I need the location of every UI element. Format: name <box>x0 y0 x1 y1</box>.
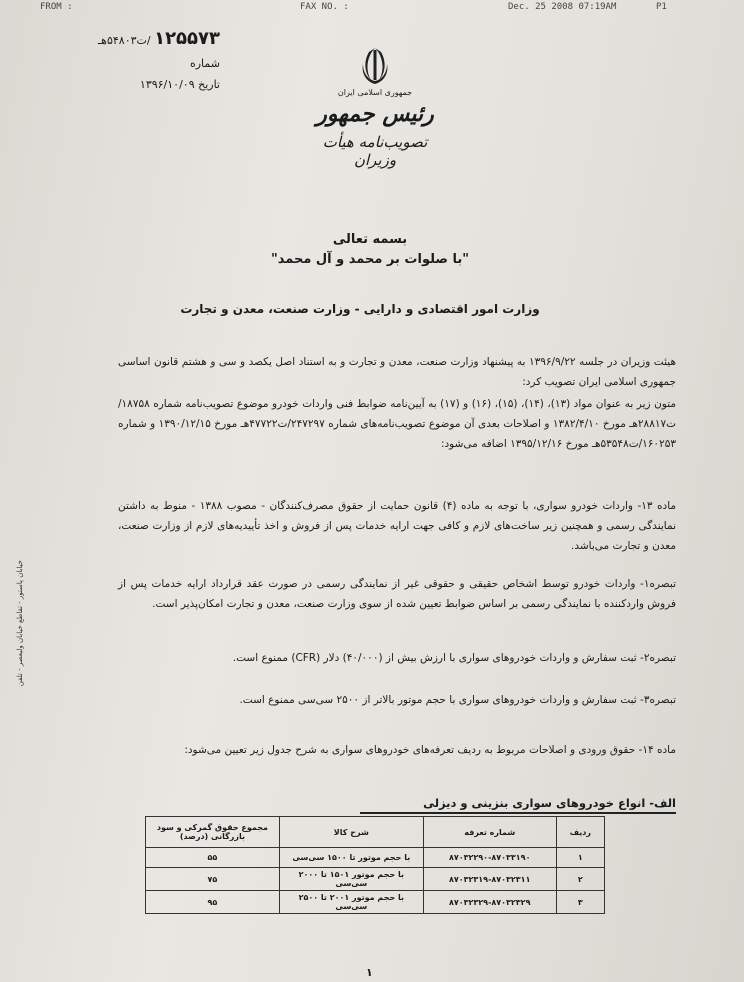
tariff-table <box>145 816 605 914</box>
row-tariff-code: ۸۷۰۳۲۳۱۹-۸۷۰۳۲۳۱۱ <box>423 868 556 891</box>
table-header-row <box>146 817 605 848</box>
letter-number: ۱۲۵۵۷۳ <box>154 28 220 49</box>
margin-note: خیابان پاستور - تقاطع خیابان ولیعصر - تلفن <box>16 560 24 687</box>
letter-date: ۱۳۹۶/۱۰/۰۹ <box>139 78 195 91</box>
letterhead <box>300 44 450 169</box>
iran-emblem-icon <box>355 44 395 86</box>
row-total-duty: ۷۵ <box>146 868 280 891</box>
bismillah: بسمه تعالی <box>332 232 408 247</box>
section-title: الف- انواع خودروهای سواری بنزینی و دیزلی <box>360 796 676 814</box>
number-label: شماره <box>189 57 220 70</box>
department-title: تصویب‌نامه هیأت وزیران <box>322 133 428 169</box>
row-index: ۱ <box>556 848 604 868</box>
header-total-duty: مجموع حقوق گمرکی و سود بازرگانی (درصد) <box>146 817 280 848</box>
letter-ref: /ت۵۴۸۰۳هـ <box>97 34 151 47</box>
country-name: جمهوری اسلامی ایران <box>337 88 413 97</box>
table-row <box>146 891 605 914</box>
page-number: ۱ <box>366 966 373 979</box>
recipients: وزارت امور اقتصادی و دارایی - وزارت صنعت، معدن و تجارت <box>180 302 540 316</box>
fax-number: FAX NO. : <box>300 2 349 12</box>
table-row <box>146 848 605 868</box>
row-tariff-code: ۸۷۰۳۲۳۲۹-۸۷۰۳۲۳۲۹ <box>423 891 556 914</box>
fax-from: FROM : <box>40 2 73 12</box>
row-total-duty: ۵۵ <box>146 848 280 868</box>
paragraph-note-2: تبصره۲- ثبت سفارش و واردات خودروهای سواری با ارزش بیش از (۴۰/۰۰۰) دلار (CFR) ممنوع است. <box>232 652 676 664</box>
fax-datetime: Dec. 25 2008 07:19AM <box>508 2 617 12</box>
row-description: با حجم موتور ۱۵۰۱ تا ۲۰۰۰ سی‌سی <box>279 868 423 891</box>
header-description: شرح کالا <box>279 817 423 848</box>
row-index: ۳ <box>556 891 604 914</box>
office-title: رئیس جمهور <box>316 101 434 127</box>
date-label: تاریخ <box>198 78 220 91</box>
salawat: "با صلوات بر محمد و آل محمد" <box>270 252 470 267</box>
header-tariff-code: شماره تعرفه <box>423 817 556 848</box>
table-row <box>146 868 605 891</box>
paragraph-article-13: ماده ۱۳- واردات خودرو سواری، با توجه به ماده (۴) قانون حمایت از حقوق مصرف‌کنندگان - مصوب ۱۳۸۸ - منوط به داشتن نمایندگی رسمی و همچنین زیر ساخت‌های لازم و کافی جهت ارایه خدمات پس از فروش و اخذ تأییدیه‌های لازم از وزارت صنعت، معدن و تجارت می‌باشد. <box>118 500 677 552</box>
fax-header <box>0 0 744 16</box>
header-index: ردیف <box>556 817 604 848</box>
row-tariff-code: ۸۷۰۳۲۲۹۰-۸۷۰۳۳۱۹۰ <box>423 848 556 868</box>
row-index: ۲ <box>556 868 604 891</box>
paragraph-article-14: ماده ۱۴- حقوق ورودی و اصلاحات مربوط به ردیف تعرفه‌های خودروهای سواری به شرح جدول زیر تعیین می‌شود: <box>184 744 676 756</box>
letter-meta <box>40 28 220 91</box>
row-total-duty: ۹۵ <box>146 891 280 914</box>
paragraph-note-3: تبصره۳- ثبت سفارش و واردات خودروهای سواری با حجم موتور بالاتر از ۲۵۰۰ سی‌سی ممنوع است. <box>239 694 676 706</box>
paragraph-amendment: متون زیر به عنوان مواد (۱۳)، (۱۴)، (۱۵)، (۱۶) و (۱۷) به آیین‌نامه ضوابط فنی واردات خودرو موضوع تصویب‌نامه شماره ۱۸۷۵۸/ت۲۸۸۱۷هـ مورخ ۱۳۸۲/۴/۱۰ و اصلاحات بعدی آن موضوع تصویب‌نامه‌های شماره ۲۴۷۲۹۷/ت۴۷۷۲۲هـ مورخ ۱۳۹۰/۱۲/۱۵ و شماره ۱۶۰۲۵۳/ت۵۳۵۴۸هـ مورخ ۱۳۹۵/۱۲/۱۶ اضافه می‌شود: <box>118 398 677 450</box>
row-description: با حجم موتور ۲۰۰۱ تا ۲۵۰۰ سی‌سی <box>279 891 423 914</box>
paragraph-intro: هیئت وزیران در جلسه ۱۳۹۶/۹/۲۲ به پیشنهاد وزارت صنعت، معدن و تجارت و به استناد اصل یکصد و سی و هشتم قانون اساسی جمهوری اسلامی ایران تصویب کرد: <box>118 356 676 388</box>
paragraph-note-1: تبصره۱- واردات خودرو توسط اشخاص حقیقی و حقوقی غیر از نمایندگی رسمی در صورت عقد قرارداد ارایه خدمات پس از فروش واردکننده با نمایندگی رسمی بر اساس ضوابط تعیین شده از سوی وزارت صنعت، معدن و تجارت امکان‌پذیر است. <box>118 578 676 610</box>
row-description: با حجم موتور تا ۱۵۰۰ سی‌سی <box>279 848 423 868</box>
fax-page: P1 <box>656 2 667 12</box>
